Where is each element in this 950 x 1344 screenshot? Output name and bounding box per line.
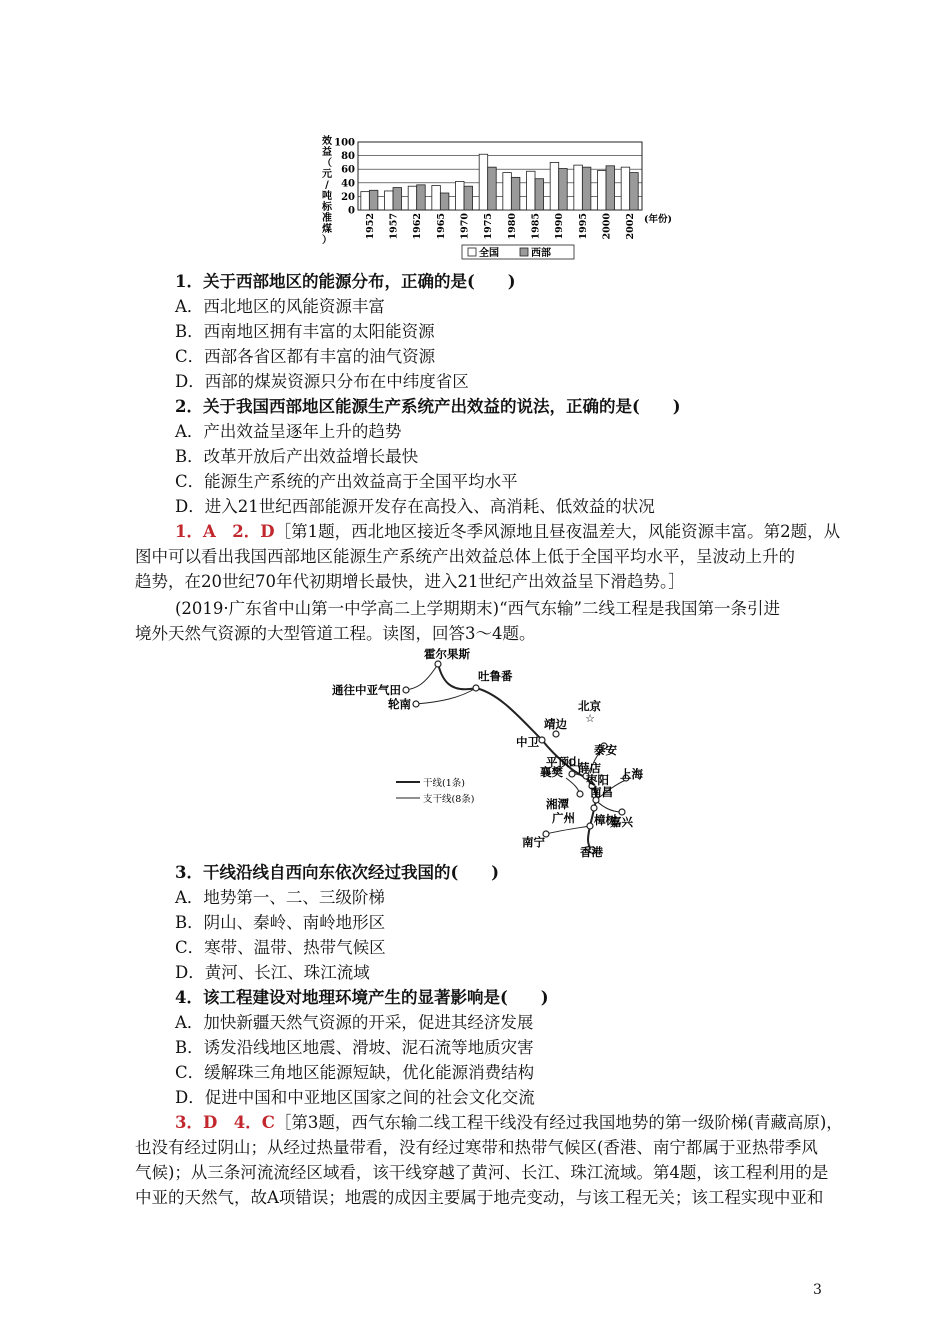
map-place-label: 薛店	[578, 761, 601, 775]
question-2-option-b: B．改革开放后产出效益增长最快	[175, 447, 419, 466]
node-zhongwei	[539, 737, 545, 743]
node-horgos	[435, 661, 441, 667]
question-1-option-d: D．西部的煤炭资源只分布在中纬度省区	[175, 372, 469, 391]
bar-全国	[527, 171, 536, 210]
node-xiangtan	[577, 791, 583, 797]
legend-label: 全国	[479, 248, 499, 259]
question-3-option-c: C．寒带、温带、热带气候区	[175, 938, 386, 957]
y-tick-label: 80	[341, 151, 355, 163]
bar-全国	[479, 154, 488, 210]
node-zhangshu	[591, 805, 597, 811]
y-axis-label-char: 标	[322, 202, 332, 213]
x-tick-label: 1990	[554, 213, 566, 240]
beijing-star: ☆	[585, 712, 595, 725]
map-place-label: 轮南	[388, 697, 411, 711]
map-place-label: 中卫	[516, 735, 539, 749]
question-1-option-b: B．西南地区拥有丰富的太阳能资源	[175, 322, 435, 341]
question-4-option-d: D．促进中国和中亚地区国家之间的社会文化交流	[175, 1088, 535, 1107]
answer-1-2-text-1: ［第1题，西北地区接近冬季风源地且昼夜温差大，风能资源丰富。第2题，从	[274, 522, 841, 541]
bar-全国	[432, 186, 441, 210]
pipeline-map	[330, 648, 650, 858]
y-tick-label: 0	[348, 205, 355, 217]
bar-全国	[361, 192, 370, 210]
legend-label: 西部	[531, 248, 551, 259]
y-tick-label: 100	[334, 137, 355, 149]
legend-swatch	[520, 248, 528, 256]
question-2-stem: 2．关于我国西部地区能源生产系统产出效益的说法，正确的是( )	[175, 397, 681, 416]
y-tick-label: 40	[341, 178, 355, 190]
branch-line	[546, 826, 590, 834]
bar-全国	[456, 181, 465, 210]
bar-西部	[559, 169, 568, 210]
question-2-option-d: D．进入21世纪西部能源开发存在高投入、高消耗、低效益的状况	[175, 497, 655, 516]
x-tick-label: 2002	[625, 213, 637, 240]
bar-全国	[408, 186, 417, 210]
benefit-bar-chart	[318, 128, 678, 268]
x-tick-label: 1952	[364, 213, 376, 240]
question-3-option-d: D．黄河、长江、珠江流域	[175, 963, 370, 982]
y-axis-label-char: 益	[322, 147, 332, 158]
question-2-option-c: C．能源生产系统的产出效益高于全国平均水平	[175, 472, 518, 491]
bar-全国	[598, 171, 607, 210]
answer-1-2-line-2: 图中可以看出我国西部地区能源生产系统产出效益总体上低于全国平均水平，呈波动上升的	[135, 547, 795, 566]
bar-全国	[574, 165, 583, 210]
question-4-option-b: B．诱发沿线地区地震、滑坡、泥石流等地质灾害	[175, 1038, 534, 1057]
question-4-option-a: A．加快新疆天然气资源的开采，促进其经济发展	[175, 1013, 534, 1032]
y-axis-label-char: 煤	[322, 224, 332, 235]
x-tick-label: 2000	[601, 213, 613, 240]
y-axis-label-char: ）	[322, 235, 332, 246]
legend-trunk-label: 干线(1条)	[423, 778, 465, 789]
answer-3-4-line-1	[175, 1112, 843, 1134]
question-1-option-c: C．西部各省区都有丰富的油气资源	[175, 347, 436, 366]
map-place-label: 泰安	[594, 743, 617, 757]
question-2-option-a: A．产出效益呈逐年上升的趋势	[175, 422, 402, 441]
map-place-label: 香港	[580, 845, 603, 858]
map-place-label: 霍尔果斯	[424, 648, 470, 661]
y-axis-label-char: 准	[322, 213, 332, 224]
node-turpan	[473, 685, 479, 691]
y-axis-label-char: 元	[322, 169, 332, 180]
question-3-option-b: B．阴山、秦岭、南岭地形区	[175, 913, 386, 932]
branch-line	[406, 664, 438, 690]
node-guangzhou	[587, 823, 593, 829]
map-place-label: 北京	[578, 699, 601, 713]
answer-key-1-2: 1．A 2．D	[175, 522, 275, 541]
question-3-stem: 3．干线沿线自西向东依次经过我国的( )	[175, 863, 500, 882]
question-1-option-a: A．西北地区的风能资源丰富	[175, 297, 385, 316]
bar-西部	[393, 188, 402, 210]
map-place-label: 南宁	[522, 835, 545, 849]
y-axis-label-char: 效	[322, 136, 332, 147]
y-axis-label-char: 吨	[322, 191, 332, 202]
bar-全国	[621, 167, 630, 210]
x-tick-label: 1975	[483, 213, 495, 240]
y-axis-label-char: /	[325, 180, 329, 191]
answer-3-4-line-4: 中亚的天然气，故A项错误；地震的成因主要属于地壳变动，与该工程无关；该工程实现中亚和	[135, 1188, 824, 1207]
page-number: 3	[813, 1282, 822, 1298]
y-axis-label-char: （	[322, 158, 332, 169]
intro-line-1: (2019·广东省中山第一中学高二上学期期末)“西气东输”二线工程是我国第一条引进	[175, 599, 780, 618]
map-place-label: 嘉兴	[610, 815, 633, 829]
x-tick-label: 1970	[459, 213, 471, 240]
node-xiangfan	[569, 771, 575, 777]
question-4-stem: 4．该工程建设对地理环境产生的显著影响是( )	[175, 988, 549, 1007]
y-tick-label: 60	[341, 164, 355, 176]
bar-西部	[369, 190, 378, 210]
map-place-label: 平顶山	[546, 755, 581, 769]
answer-3-4-line-2: 也没有经过阴山；从经过热量带看，没有经过寒带和热带气候区(香港、南宁都属于亚热带季风	[135, 1138, 818, 1157]
map-place-label: 樟树	[594, 813, 617, 827]
x-tick-label: 1965	[435, 213, 447, 240]
node-jingbian	[553, 731, 559, 737]
x-axis-label: (年份)	[644, 214, 672, 225]
bar-西部	[630, 173, 639, 210]
x-tick-label: 1985	[530, 213, 542, 240]
bar-西部	[535, 179, 544, 210]
bar-全国	[503, 173, 512, 210]
x-tick-label: 1957	[388, 213, 400, 240]
map-place-label: 南昌	[590, 785, 613, 799]
map-place-label: 湘潭	[546, 797, 569, 811]
question-3-option-a: A．地势第一、二、三级阶梯	[175, 888, 385, 907]
bar-西部	[417, 185, 426, 210]
legend-branch-label: 支干线(8条)	[423, 794, 475, 805]
y-tick-label: 20	[341, 191, 355, 203]
branch-line	[416, 688, 476, 704]
bar-西部	[582, 167, 591, 210]
answer-3-4-line-3: 气候)；从三条河流流经区域看，该干线穿越了黄河、长江、珠江流域。第4题，该工程利用的是	[135, 1163, 829, 1182]
question-4-option-c: C．缓解珠三角地区能源短缺，优化能源消费结构	[175, 1063, 535, 1082]
map-place-label: 靖边	[544, 717, 567, 731]
node-central-asia	[403, 687, 409, 693]
answer-1-2-line-3: 趋势，在20世纪70年代初期增长最快，进入21世纪产出效益呈下滑趋势。］	[135, 572, 685, 591]
answer-3-4-text-1: ［第3题，西气东输二线工程干线没有经过我国地势的第一级阶梯(青藏高原)，	[274, 1113, 843, 1132]
map-place-label: 吐鲁番	[478, 669, 513, 683]
x-tick-label: 1995	[577, 213, 589, 240]
map-place-label: 枣阳	[586, 773, 609, 787]
bar-西部	[464, 186, 473, 210]
bar-西部	[440, 193, 449, 210]
x-tick-label: 1962	[412, 213, 424, 240]
bar-西部	[488, 167, 497, 210]
map-place-label: 通往中亚气田	[332, 683, 401, 697]
bar-西部	[606, 166, 615, 210]
question-1-stem: 1．关于西部地区的能源分布，正确的是( )	[175, 272, 516, 291]
bar-西部	[511, 177, 520, 210]
bar-全国	[550, 162, 559, 210]
answer-key-3-4: 3．D 4．C	[175, 1113, 275, 1132]
legend-swatch	[468, 248, 476, 256]
bar-全国	[385, 191, 394, 210]
map-place-label: 广州	[552, 811, 575, 825]
answer-1-2-line-1	[175, 521, 840, 543]
map-place-label: 襄樊	[540, 765, 563, 779]
map-place-label: 上海	[620, 767, 643, 781]
x-tick-label: 1980	[506, 213, 518, 240]
node-lunnan	[413, 701, 419, 707]
intro-line-2: 境外天然气资源的大型管道工程。读图，回答3～4题。	[135, 624, 536, 643]
